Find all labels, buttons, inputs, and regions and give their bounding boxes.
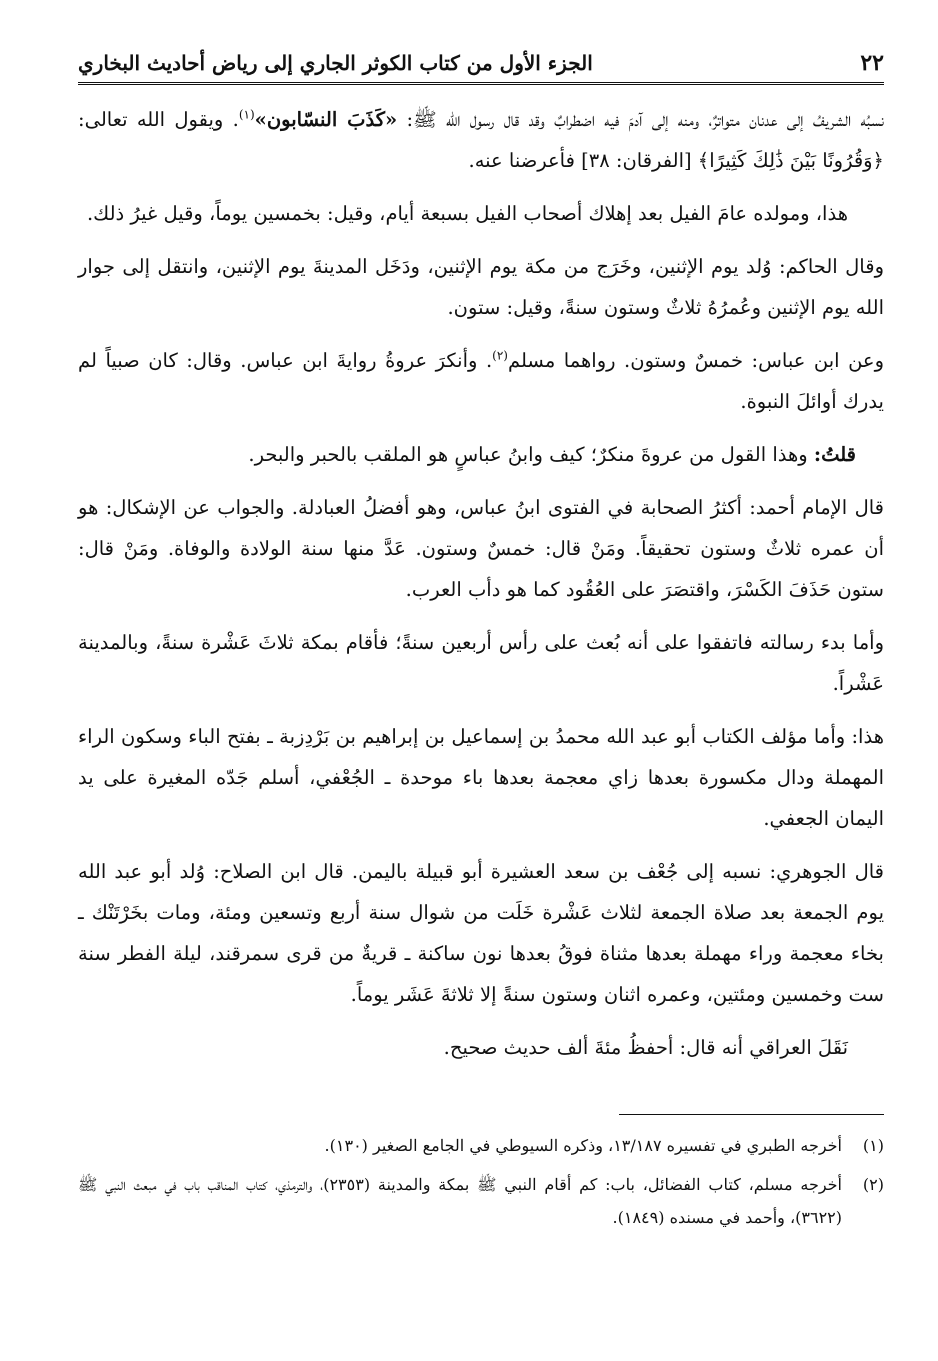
paragraph-qult [78,434,884,475]
footnote-text: أخرجه مسلم، كتاب الفضائل، باب: كم أقام النبي ﷺ بمكة والمدينة (٢٣٥٣)، والترمذي، كتاب المناقب باب في مبعث النبي ﷺ (٣٦٢٢)، وأحمد في مسنده (١٨٤٩). [78,1175,843,1227]
footnote-ref-2[interactable]: (٢) [492,348,508,363]
page-number: ٢٢ [860,50,884,76]
paragraph-ibn-abbas [78,340,884,422]
paragraph-lineage [78,99,884,181]
paragraph-text: وهذا القول من عروةَ منكرٌ؛ كيف وابنُ عباسٍ هو الملقب بالحبر والبحر. [248,443,814,466]
footnotes [78,1129,884,1234]
main-text [78,99,884,1068]
paragraph-hakim: وقال الحاكم: وُلد يوم الإثنين، وخَرَج من مكة يوم الإثنين، ودَخَل المدينةَ يوم الإثنين، وانتقل إلى جوار الله يوم الإثنين وعُمرُهُ ثلاثٌ وستون سنةً، وقيل: ستون. [78,255,884,319]
paragraph-text: . وأنكرَ عروةُ روايةَ ابن عباس. وقال: كان صبياً لم يدرك أوائلَ النبوة. [78,349,884,413]
footnote-2 [78,1168,884,1234]
page-header [78,50,884,85]
paragraph-jawhari: قال الجوهري: نسبه إلى جُعْف بن سعد العشيرة أبو قبيلة باليمن. قال ابن الصلاح: وُلد أبو عبد الله يوم الجمعة بعد صلاة الجمعة لثلاث عَشْرة خَلَت من شوال سنة أربع وتسعين ومئة، ومات بخَرْتَنْك ـ بخاء معجمة وراء مهملة بعدها مثناة فوقُ بعدها نون ساكنة ـ قريةٌ من قرى سمرقند، ليلة الفطر سنة ست وخمسين ومئتين، وعمره اثنان وستون سنةً إلا ثلاثةَ عَشَر يوماً. [78,860,884,1006]
footnote-number: (٢) [862,1175,884,1194]
footnote-ref-1[interactable]: (١) [238,107,255,122]
hadith-quote: «كَذَبَ النسّابون» [254,108,398,131]
footnote-number: (١) [862,1136,884,1155]
footnote-divider [619,1114,884,1115]
paragraph-text: نسبُه الشريفُ إلى عدنان متواترٌ، ومنه إلى آدمَ فيه اضطرابٌ وقد قال رسول الله ﷺ: [397,108,884,131]
footnote-text: أخرجه الطبري في تفسيره ١٣/١٨٧، وذكره السيوطي في الجامع الصغير (١٣٠). [324,1136,842,1155]
paragraph-text: وعن ابن عباس: خمسٌ وستون. رواهما مسلم [507,349,884,372]
paragraph-birth: هذا، ومولده عامَ الفيل بعد إهلاك أصحاب الفيل بسبعة أيام، وقيل: بخمسين يوماً، وقيل غيرُ ذلك. [86,202,848,225]
paragraph-mission: وأما بدء رسالته فاتفقوا على أنه بُعث على رأس أربعين سنةً؛ فأقام بمكة ثلاثَ عَشْرة سنةً، وبالمدينة عَشْراً. [78,631,884,695]
paragraph-imam-ahmad: قال الإمام أحمد: أكثرُ الصحابة في الفتوى ابنُ عباس، وهو أفضلُ العبادلة. والجواب عن الإشكال: هو أن عمره ثلاثٌ وستون تحقيقاً. ومَنْ قال: خمسٌ وستون. عَدَّ منها سنة الولادة والوفاة. ومَنْ قال: ستون حَذَفَ الكَسْرَ، واقتصَرَ على العُقُود كما هو دأب العرب. [78,496,884,601]
qult-label: قلتُ: [813,443,856,466]
footnote-1 [78,1129,884,1162]
paragraph-text: . ويقول الله تعالى: ﴿وَقُرُونًا بَيْنَ ذَٰلِكَ كَثِيرًا﴾ [الفرقان: ٣٨] فأعرضنا عنه. [78,108,884,172]
paragraph-iraqi: نَقَلَ العراقي أنه قال: أحفظُ مئةَ ألف حديث صحيح. [443,1036,848,1059]
book-page [78,50,884,1240]
paragraph-author: هذا: وأما مؤلف الكتاب أبو عبد الله محمدُ بن إسماعيل بن إبراهيم بن بَرْدِزبة ـ بفتح الباء وسكون الراء المهملة ودال مكسورة بعدها زاي معجمة بعدها باء موحدة ـ الجُعْفي، أسلم جَدّه المغيرة على يد اليمان الجعفي. [78,725,884,830]
running-title: الجزء الأول من كتاب الكوثر الجاري إلى رياض أحاديث البخاري [78,51,593,75]
